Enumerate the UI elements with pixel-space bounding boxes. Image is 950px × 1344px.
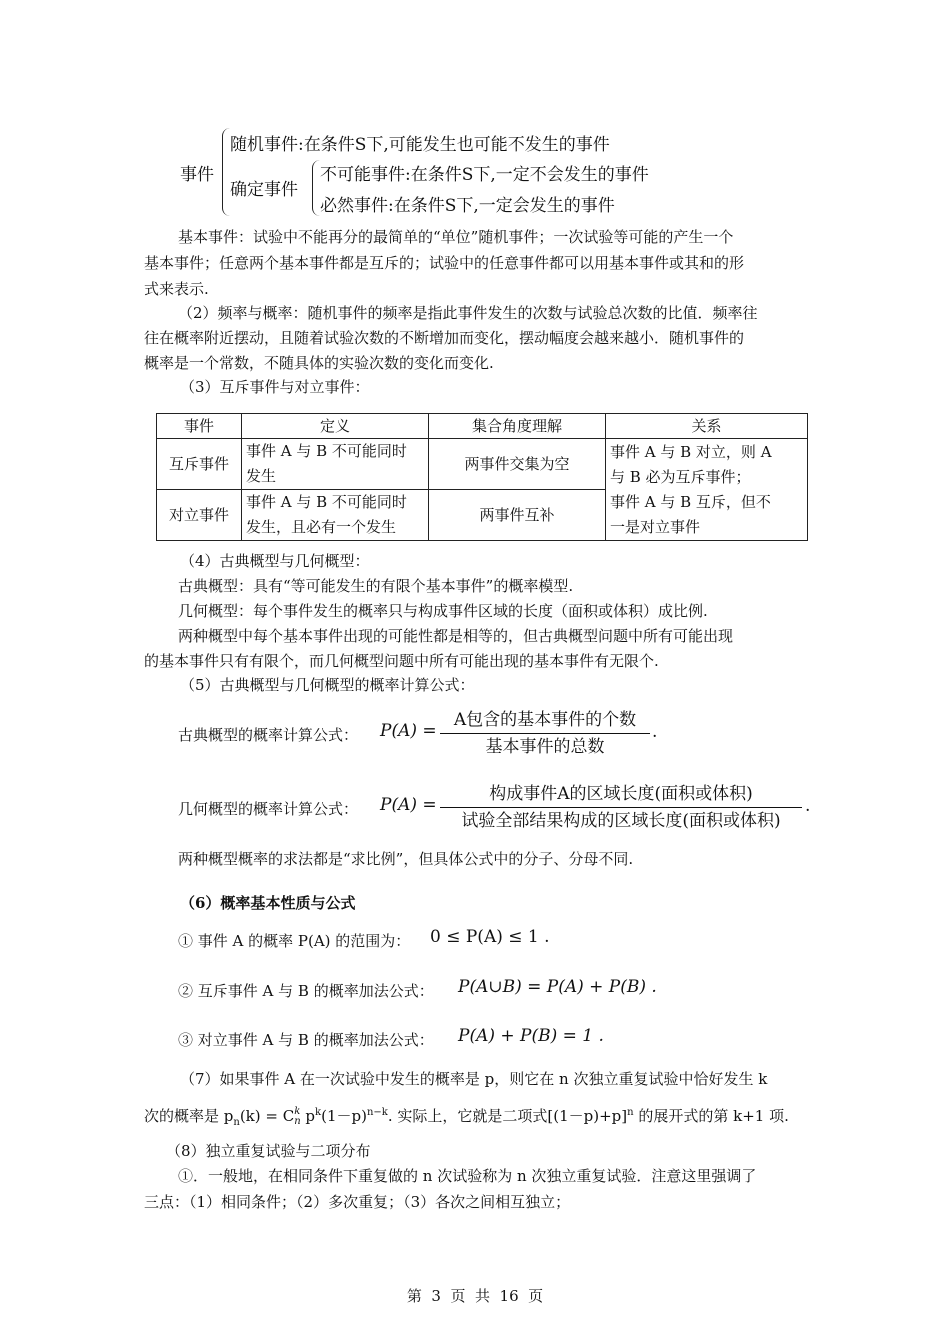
- classical-denominator: 基本事件的总数: [485, 737, 605, 757]
- geometric-numerator: 构成事件A的区域长度(面积或体积): [489, 784, 753, 804]
- geometric-fraction: [440, 781, 802, 834]
- superscript: n: [627, 1107, 634, 1118]
- header-definition: 定义: [242, 414, 429, 439]
- row-definition-line-2: 发生，且必有一个发生: [246, 518, 397, 536]
- row-definition-line-2: 发生: [246, 467, 277, 485]
- sec6-title: （6）概率基本性质与公式: [180, 894, 356, 912]
- text-run: . 实际上，它就是二项式[(1－p)+p]: [387, 1107, 628, 1125]
- sec6-item-2-formula: P(A∪B) = P(A) + P(B) .: [458, 977, 657, 997]
- row-definition-line-1: 事件 A 与 B 不可能同时: [246, 493, 407, 511]
- text-run: 的展开式的第 k+1 项.: [633, 1107, 789, 1125]
- sec6-item-1-text: ① 事件 A 的概率 P(A) 的范围为：: [178, 932, 411, 950]
- header-set-view: 集合角度理解: [429, 414, 606, 439]
- subscript: n: [233, 1117, 240, 1128]
- tree-root: 事件: [180, 165, 214, 185]
- sec3-title: （3）互斥事件与对立事件：: [180, 378, 370, 396]
- relation-line-1: 事件 A 与 B 对立，则 A: [610, 442, 772, 461]
- classical-numerator: A包含的基本事件的个数: [453, 710, 637, 730]
- superscript: k: [294, 1106, 301, 1117]
- superscript: k: [315, 1107, 322, 1118]
- text-run: 次的概率是 p: [144, 1107, 234, 1125]
- sec6-item-2-text: ② 互斥事件 A 与 B 的概率加法公式：: [178, 982, 434, 1000]
- classical-formula-label: 古典概型的概率计算公式：: [178, 726, 359, 744]
- sec4-geometric: 几何概型：每个事件发生的概率只与构成事件区域的长度（面积或体积）成比例.: [178, 602, 708, 620]
- superscript: n−k: [366, 1107, 388, 1118]
- classical-fraction: [440, 707, 650, 760]
- row-name: 对立事件: [157, 490, 242, 541]
- header-event: 事件: [157, 414, 242, 439]
- basic-event-line-3: 式来表示.: [144, 280, 209, 298]
- classical-formula-lhs: P(A) =: [380, 721, 437, 741]
- relation-line-4: 一是对立事件: [610, 517, 701, 536]
- row-set-view: 两事件互补: [429, 490, 606, 541]
- sec4-classical: 古典概型：具有“等可能发生的有限个基本事件”的概率模型.: [178, 577, 574, 595]
- tree-certain: 必然事件:在条件S下,一定会发生的事件: [320, 196, 615, 216]
- row-definition: [242, 439, 429, 490]
- basic-event-line-1: 基本事件：试验中不能再分的最简单的“单位”随机事件；一次试验等可能的产生一个: [178, 228, 734, 246]
- relation-table: [156, 413, 808, 541]
- sec8-line-1: ①．一般地，在相同条件下重复做的 n 次试验称为 n 次独立重复试验．注意这里强调了: [178, 1167, 757, 1185]
- sec6-item-3-text: ③ 对立事件 A 与 B 的概率加法公式：: [178, 1031, 434, 1049]
- sec8-line-2: 三点：（1）相同条件；（2）多次重复；（3）各次之间相互独立；: [144, 1193, 571, 1211]
- geometric-period: .: [805, 796, 811, 816]
- subscript: n: [294, 1116, 301, 1127]
- sec2-line-3: 概率是一个常数，不随具体的实验次数的变化而变化.: [144, 354, 494, 372]
- sec7-line-1: （7）如果事件 A 在一次试验中发生的概率是 p，则它在 n 次独立重复试验中恰好发生 k: [180, 1070, 768, 1088]
- sec2-line-1: （2）频率与概率：随机事件的频率是指此事件发生的次数与试验总次数的比值．频率往: [178, 304, 758, 322]
- tree-random: 随机事件:在条件S下,可能发生也可能不发生的事件: [230, 135, 610, 155]
- basic-event-line-2: 基本事件；任意两个基本事件都是互斥的；试验中的任意事件都可以用基本事件或其和的形: [144, 254, 745, 272]
- relation-cell: [606, 439, 808, 541]
- row-definition: [242, 490, 429, 541]
- tree-impossible: 不可能事件:在条件S下,一定不会发生的事件: [320, 165, 649, 185]
- text-run: (k) = C: [239, 1107, 295, 1125]
- table-row: [157, 439, 808, 490]
- sec4-compare-1: 两种概型中每个基本事件出现的可能性都是相等的，但古典概型问题中所有可能出现: [178, 627, 734, 645]
- relation-line-3: 事件 A 与 B 互斥，但不: [610, 492, 771, 511]
- sec8-title: （8）独立重复试验与二项分布: [166, 1142, 371, 1160]
- sec2-line-2: 往在概率附近摆动，且随着试验次数的不断增加而变化，摆动幅度会越来越小．随机事件的: [144, 329, 745, 347]
- table-header-row: [157, 414, 808, 439]
- page-footer: 第 3 页 共 16 页: [406, 1287, 544, 1305]
- sec5-note: 两种概型概率的求法都是“求比例”，但具体公式中的分子、分母不同.: [178, 850, 634, 868]
- sec6-item-1-formula: 0 ≤ P(A) ≤ 1 .: [430, 927, 550, 947]
- geometric-denominator: 试验全部结果构成的区域长度(面积或体积): [461, 811, 781, 831]
- brace-inner: [312, 160, 320, 216]
- row-definition-line-1: 事件 A 与 B 不可能同时: [246, 442, 407, 460]
- header-relation: 关系: [606, 414, 808, 439]
- row-set-view: 两事件交集为空: [429, 439, 606, 490]
- sec5-title: （5）古典概型与几何概型的概率计算公式：: [180, 676, 475, 694]
- geometric-formula-lhs: P(A) =: [380, 795, 437, 815]
- sec7-line-2: [144, 1100, 789, 1136]
- text-run: p: [300, 1107, 316, 1125]
- classical-period: .: [652, 722, 658, 742]
- sec4-compare-2: 的基本事件只有有限个，而几何概型问题中所有可能出现的基本事件有无限个.: [144, 652, 659, 670]
- row-name: 互斥事件: [157, 439, 242, 490]
- relation-line-2: 与 B 必为互斥事件；: [610, 467, 751, 486]
- geometric-formula-label: 几何概型的概率计算公式：: [178, 800, 359, 818]
- text-run: (1－p): [321, 1107, 367, 1125]
- sec6-item-3-formula: P(A) + P(B) = 1 .: [458, 1026, 604, 1046]
- tree-determined: 确定事件: [230, 180, 298, 200]
- sec4-title: （4）古典概型与几何概型：: [180, 552, 370, 570]
